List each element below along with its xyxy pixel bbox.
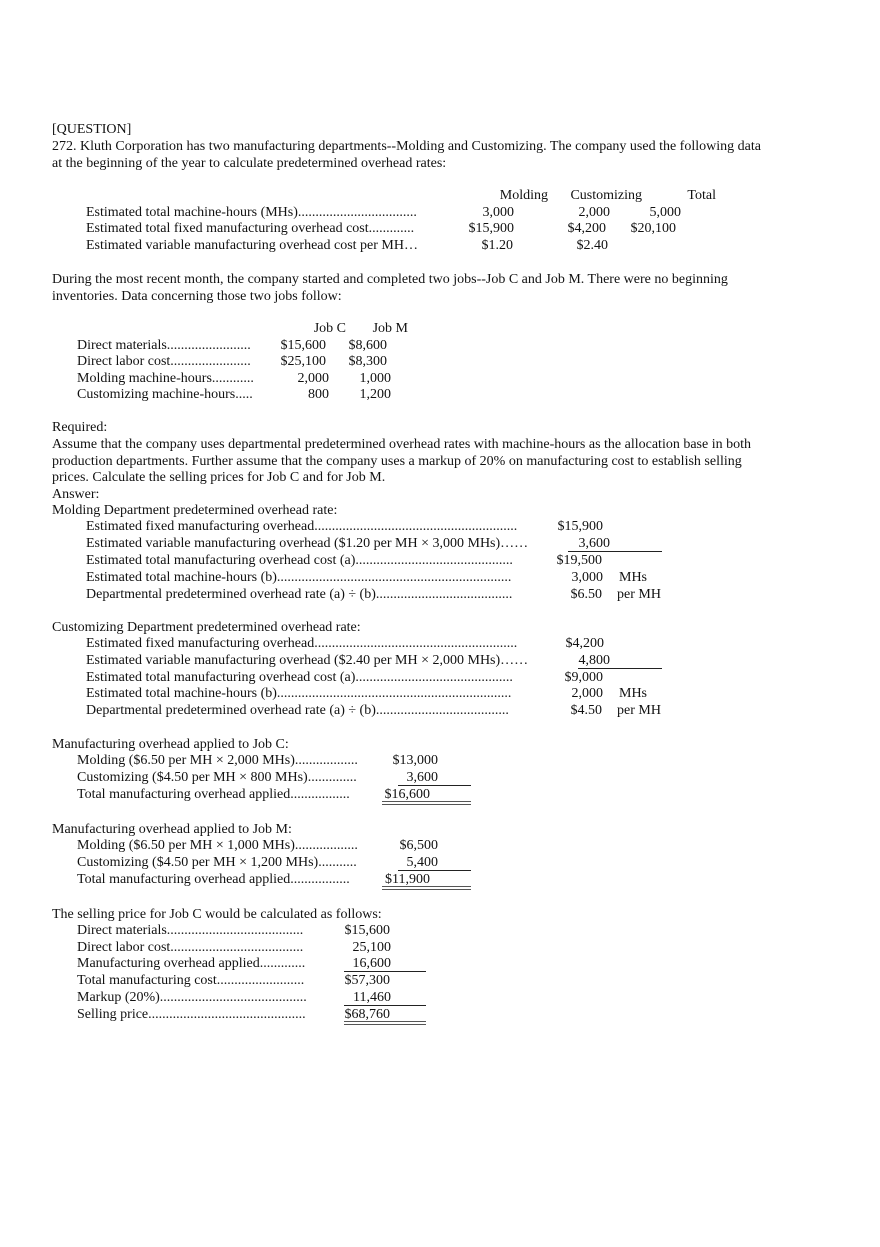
calc-row-unit: per MH — [617, 587, 661, 602]
subtotal-underline — [344, 971, 426, 972]
job-row-label: Direct materials........................ — [77, 338, 251, 353]
job-row-label: Customizing machine-hours..... — [77, 387, 253, 402]
answer-label: Answer: — [52, 487, 100, 502]
job-m-value: $8,300 — [348, 354, 387, 369]
col-header-job-m: Job M — [372, 321, 408, 336]
calc-row-label: Estimated variable manufacturing overhead ($1.20 per MH × 3,000 MHs)…… — [86, 536, 529, 551]
jobs-intro: During the most recent month, the company started and completed two jobs--Job C and Job M. There were no beginning inventories. Data concerning those two jobs follow: — [52, 272, 728, 304]
calc-row-label: Markup (20%).......................................... — [77, 990, 307, 1005]
total-double-underline — [344, 1021, 426, 1025]
calc-row-value: 16,600 — [352, 956, 391, 971]
calc-row-label: Estimated fixed manufacturing overhead.......................................................... — [86, 636, 518, 651]
calc-row-label: Estimated variable manufacturing overhead ($2.40 per MH × 2,000 MHs)…… — [86, 653, 529, 668]
calc-row-value: 3,000 — [571, 570, 603, 585]
job-row-label: Direct labor cost....................... — [77, 354, 251, 369]
estimate-total-value: 5,000 — [649, 205, 681, 220]
calc-row-value: 2,000 — [571, 686, 603, 701]
calc-row-unit: per MH — [617, 703, 661, 718]
calc-row-label: Direct materials....................................... — [77, 923, 304, 938]
job-row-label: Molding machine-hours............ — [77, 371, 254, 386]
calc-row-unit: MHs — [619, 570, 648, 585]
estimate-customizing-value: $2.40 — [576, 238, 608, 253]
calc-row-value: $57,300 — [344, 973, 390, 988]
calc-row-value: $6.50 — [570, 587, 602, 602]
question-intro: 272. Kluth Corporation has two manufacturing departments--Molding and Customizing. The company used the following data at the beginning of the year to calculate predetermined overhead rates: — [52, 139, 761, 171]
calc-row-value: $19,500 — [556, 553, 602, 568]
subtotal-underline — [398, 785, 471, 786]
estimate-molding-value: $1.20 — [481, 238, 513, 253]
estimate-row-label: Estimated variable manufacturing overhead cost per MH… — [86, 238, 418, 253]
calc-row-value: $4.50 — [570, 703, 602, 718]
estimate-row-label: Estimated total fixed manufacturing overhead cost............. — [86, 221, 415, 236]
col-header-molding: Molding — [499, 188, 548, 203]
calc-row-value: $4,200 — [565, 636, 604, 651]
calc-row-value: 3,600 — [578, 536, 610, 551]
job-m-value: $8,600 — [348, 338, 387, 353]
calc-row-label: Estimated total machine-hours (b)................................................................... — [86, 686, 512, 701]
section-title: Manufacturing overhead applied to Job M: — [52, 822, 292, 837]
calc-row-value: $68,760 — [344, 1007, 390, 1022]
calc-row-label: Direct labor cost...................................... — [77, 940, 304, 955]
required-label: Required: — [52, 420, 108, 435]
calc-row-value: $6,500 — [399, 838, 438, 853]
calc-row-label: Estimated total manufacturing overhead cost (a)............................................. — [86, 670, 513, 685]
calc-row-label: Estimated fixed manufacturing overhead.......................................................... — [86, 519, 518, 534]
col-header-customizing: Customizing — [570, 188, 642, 203]
calc-row-label: Departmental predetermined overhead rate (a) ÷ (b)....................................... — [86, 587, 513, 602]
calc-row-value: $11,900 — [385, 872, 430, 887]
job-c-value: 2,000 — [297, 371, 329, 386]
section-title: Customizing Department predetermined overhead rate: — [52, 620, 361, 635]
calc-row-label: Total manufacturing overhead applied................. — [77, 787, 350, 802]
subtotal-underline — [344, 1005, 426, 1006]
calc-row-value: 5,400 — [406, 855, 438, 870]
required-text: Assume that the company uses departmental predetermined overhead rates with machine-hours as the allocation base in both production departments. Further assume that the company uses a markup of 20% on manufacturing cost to establish selling prices. Calculate the selling prices for Job C and for Job M. — [52, 437, 751, 485]
calc-row-value: 25,100 — [352, 940, 391, 955]
estimate-molding-value: 3,000 — [482, 205, 514, 220]
calc-row-value: $9,000 — [564, 670, 603, 685]
calc-row-label: Molding ($6.50 per MH × 1,000 MHs).................. — [77, 838, 358, 853]
calc-row-value: 4,800 — [578, 653, 610, 668]
calc-row-label: Manufacturing overhead applied............. — [77, 956, 306, 971]
estimate-total-value: $20,100 — [630, 221, 676, 236]
question-tag: [QUESTION] — [52, 122, 132, 137]
total-double-underline — [382, 801, 471, 805]
estimate-row-label: Estimated total machine-hours (MHs).................................. — [86, 205, 417, 220]
calc-row-label: Departmental predetermined overhead rate (a) ÷ (b)...................................... — [86, 703, 509, 718]
job-c-value: $15,600 — [280, 338, 326, 353]
subtotal-underline — [398, 870, 471, 871]
job-c-value: $25,100 — [280, 354, 326, 369]
col-header-total: Total — [687, 188, 716, 203]
calc-row-value: $15,900 — [557, 519, 603, 534]
calc-row-label: Total manufacturing cost......................... — [77, 973, 305, 988]
estimate-customizing-value: $4,200 — [567, 221, 606, 236]
job-m-value: 1,200 — [359, 387, 391, 402]
calc-row-unit: MHs — [619, 686, 648, 701]
section-title: The selling price for Job C would be calculated as follows: — [52, 907, 382, 922]
calc-row-value: 3,600 — [406, 770, 438, 785]
calc-row-label: Customizing ($4.50 per MH × 800 MHs).............. — [77, 770, 357, 785]
calc-row-value: $16,600 — [384, 787, 430, 802]
calc-row-value: $15,600 — [344, 923, 390, 938]
calc-row-label: Molding ($6.50 per MH × 2,000 MHs).................. — [77, 753, 358, 768]
subtotal-underline — [568, 551, 662, 552]
calc-row-label: Estimated total machine-hours (b)................................................................... — [86, 570, 512, 585]
calc-row-label: Customizing ($4.50 per MH × 1,200 MHs)........... — [77, 855, 357, 870]
job-c-value: 800 — [308, 387, 329, 402]
subtotal-underline — [578, 668, 662, 669]
calc-row-label: Total manufacturing overhead applied................. — [77, 872, 350, 887]
calc-row-label: Estimated total manufacturing overhead cost (a)............................................. — [86, 553, 513, 568]
calc-row-value: $13,000 — [392, 753, 438, 768]
calc-row-value: 11,460 — [353, 990, 391, 1005]
estimate-customizing-value: 2,000 — [578, 205, 610, 220]
job-m-value: 1,000 — [359, 371, 391, 386]
section-title: Molding Department predetermined overhead rate: — [52, 503, 338, 518]
calc-row-label: Selling price............................................. — [77, 1007, 306, 1022]
section-title: Manufacturing overhead applied to Job C: — [52, 737, 289, 752]
col-header-job-c: Job C — [313, 321, 346, 336]
estimate-molding-value: $15,900 — [468, 221, 514, 236]
total-double-underline — [382, 886, 471, 890]
